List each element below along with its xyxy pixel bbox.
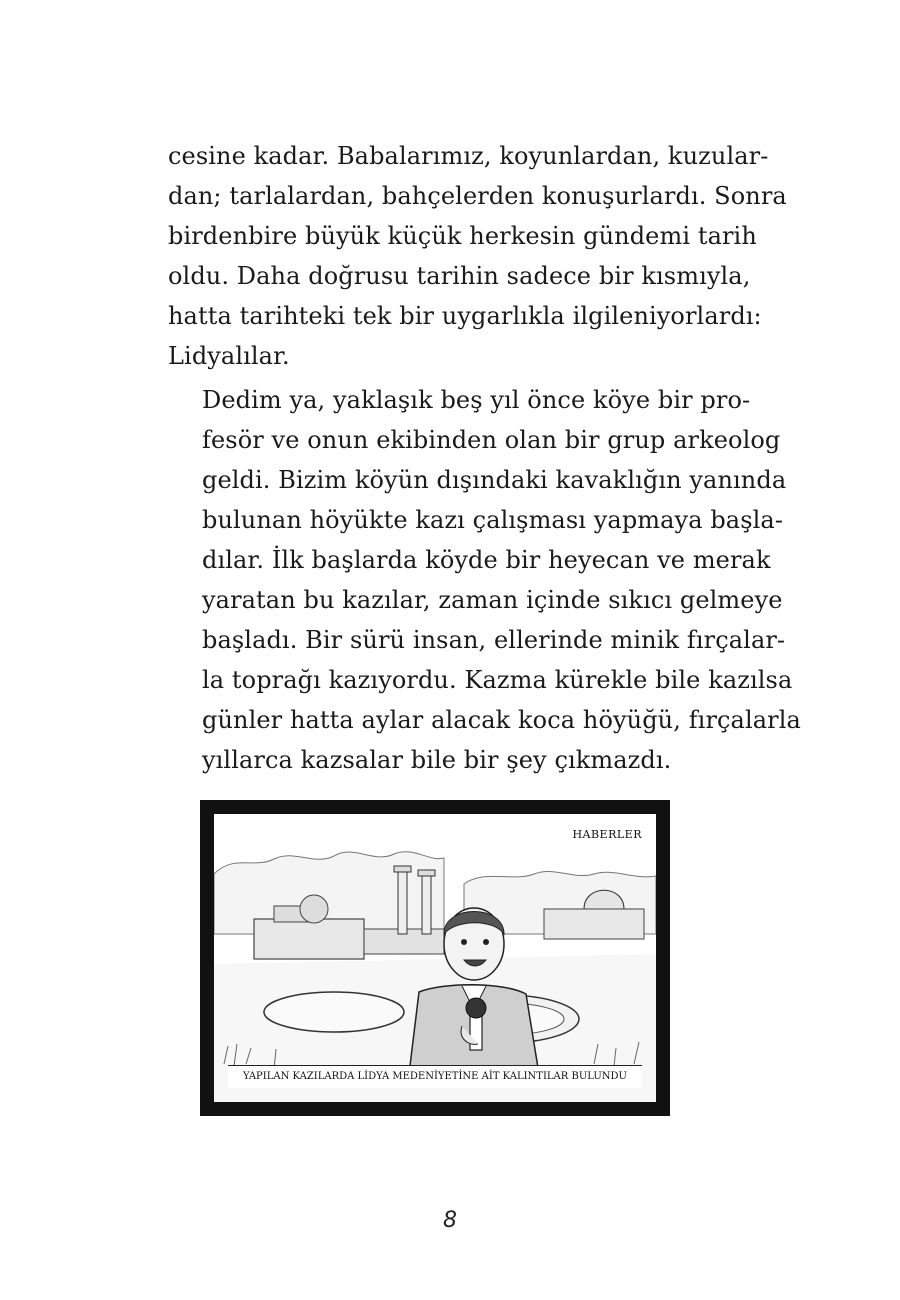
text-line: la toprağı kazıyordu. Kazma kürekle bile kazılsa: [202, 666, 793, 694]
text-line: yıllarca kazsalar bile bir şey çıkmazdı.: [202, 746, 672, 774]
text-line: dan; tarlalardan, bahçelerden konuşurlardı. Sonra: [168, 182, 787, 210]
text-line: dılar. İlk başlarda köyde bir heyecan ve merak: [202, 546, 771, 574]
text-line: fesör ve onun ekibinden olan bir grup arkeolog: [202, 426, 781, 454]
text-line: bulunan höyükte kazı çalışması yapmaya başla-: [202, 506, 784, 534]
text-line: geldi. Bizim köyün dışındaki kavaklığın yanında: [202, 466, 787, 494]
page-number: 8: [443, 1208, 457, 1233]
text-line: günler hatta aylar alacak koca höyüğü, fırçalarla: [202, 706, 801, 734]
text-line: Lidyalılar.: [168, 342, 290, 370]
text-line: başladı. Bir sürü insan, ellerinde minik fırçalar-: [202, 626, 786, 654]
paragraph-1: [168, 136, 787, 376]
body-text: [168, 136, 801, 780]
text-line: Dedim ya, yaklaşık beş yıl önce köye bir pro-: [202, 386, 751, 414]
text-line: yaratan bu kazılar, zaman içinde sıkıcı gelmeye: [202, 586, 783, 614]
paragraph-2: [168, 380, 801, 780]
news-scene-illustration: [214, 814, 656, 1102]
tv-screen: [214, 814, 656, 1102]
tv-illustration-frame: [200, 800, 670, 1116]
text-line: birdenbire büyük küçük herkesin gündemi tarih: [168, 222, 757, 250]
text-line: cesine kadar. Babalarımız, koyunlardan, kuzular-: [168, 142, 769, 170]
text-line: hatta tarihteki tek bir uygarlıkla ilgileniyorlardı:: [168, 302, 762, 330]
news-ticker: YAPILAN KAZILARDA LİDYA MEDENİYETİNE AİT KALINTILAR BULUNDU: [228, 1065, 642, 1088]
news-channel-label: HABERLER: [572, 828, 642, 841]
text-line: oldu. Daha doğrusu tarihin sadece bir kısmıyla,: [168, 262, 751, 290]
